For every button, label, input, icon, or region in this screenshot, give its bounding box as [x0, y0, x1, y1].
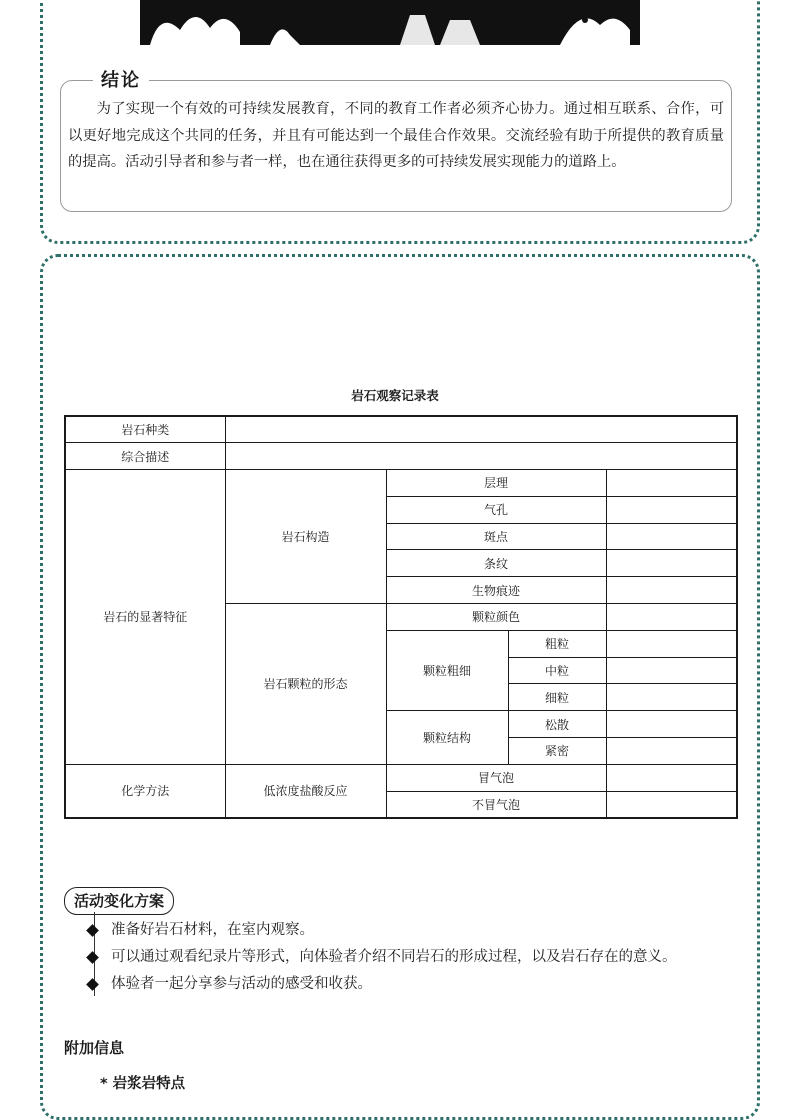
- table-row: [65, 764, 737, 791]
- blank-cell: [606, 550, 737, 577]
- structure-item: 气孔: [386, 496, 606, 523]
- input-rock-type: [225, 416, 737, 443]
- conclusion-text: 为了实现一个有效的可持续发展教育，不同的教育工作者必须齐心协力。通过相互联系、合作，可以更好地完成这个共同的任务，并且有可能达到一个最佳合作效果。交流经验有助于所提供的教育质量的提高。活动引导者和参与者一样，也在通往获得更多的可持续发展实现能力的道路上。: [68, 101, 724, 170]
- activity-item-text: 准备好岩石材料，在室内观察。: [111, 922, 314, 938]
- activity-item-text: 体验者一起分享参与活动的感受和收获。: [111, 976, 372, 992]
- blank-cell: [606, 577, 737, 604]
- diamond-bullet-icon: [86, 924, 99, 937]
- label-chemical: 化学方法: [65, 764, 225, 818]
- conclusion-title: 结论: [93, 66, 149, 92]
- list-item: [88, 944, 748, 971]
- list-item: [88, 971, 748, 998]
- label-grain-size: 颗粒粗细: [386, 630, 508, 710]
- table-title: 岩石观察记录表: [351, 388, 439, 403]
- blank-cell: [606, 791, 737, 818]
- label-description: 综合描述: [65, 443, 225, 470]
- structure-item: 条纹: [386, 550, 606, 577]
- blank-cell: [606, 738, 737, 765]
- blank-cell: [606, 523, 737, 550]
- grain-size-item: 中粒: [508, 657, 606, 684]
- acid-result: 不冒气泡: [386, 791, 606, 818]
- label-structure: 岩石构造: [225, 470, 386, 604]
- grain-structure-item: 松散: [508, 711, 606, 738]
- table-row: [65, 470, 737, 497]
- label-grain-color: 颗粒颜色: [386, 604, 606, 631]
- blank-cell: [606, 711, 737, 738]
- grain-structure-item: 紧密: [508, 738, 606, 765]
- rock-observation-table: [64, 415, 738, 819]
- label-grain-structure: 颗粒结构: [386, 711, 508, 765]
- extra-info-item: * 岩浆岩特点: [100, 1076, 186, 1092]
- structure-item: 生物痕迹: [386, 577, 606, 604]
- blank-cell: [606, 630, 737, 657]
- structure-item: 斑点: [386, 523, 606, 550]
- structure-item: 层理: [386, 470, 606, 497]
- blank-cell: [606, 764, 737, 791]
- grain-size-item: 细粒: [508, 684, 606, 711]
- list-item: [88, 917, 748, 944]
- label-features: 岩石的显著特征: [65, 470, 225, 765]
- label-rock-type: 岩石种类: [65, 416, 225, 443]
- table-row: [65, 443, 737, 470]
- label-acid-test: 低浓度盐酸反应: [225, 764, 386, 818]
- table-row: [65, 416, 737, 443]
- activity-item-text: 可以通过观看纪录片等形式，向体验者介绍不同岩石的形成过程，以及岩石存在的意义。: [111, 949, 677, 965]
- blank-cell: [606, 604, 737, 631]
- blank-cell: [606, 470, 737, 497]
- diamond-bullet-icon: [86, 951, 99, 964]
- label-grain-form: 岩石颗粒的形态: [225, 604, 386, 765]
- blank-cell: [606, 496, 737, 523]
- activity-title: 活动变化方案: [64, 887, 174, 915]
- grain-size-item: 粗粒: [508, 630, 606, 657]
- blank-cell: [606, 684, 737, 711]
- acid-result: 冒气泡: [386, 764, 606, 791]
- input-description: [225, 443, 737, 470]
- extra-info-title: 附加信息: [64, 1039, 125, 1057]
- activity-list: [88, 917, 748, 998]
- diamond-bullet-icon: [86, 978, 99, 991]
- blank-cell: [606, 657, 737, 684]
